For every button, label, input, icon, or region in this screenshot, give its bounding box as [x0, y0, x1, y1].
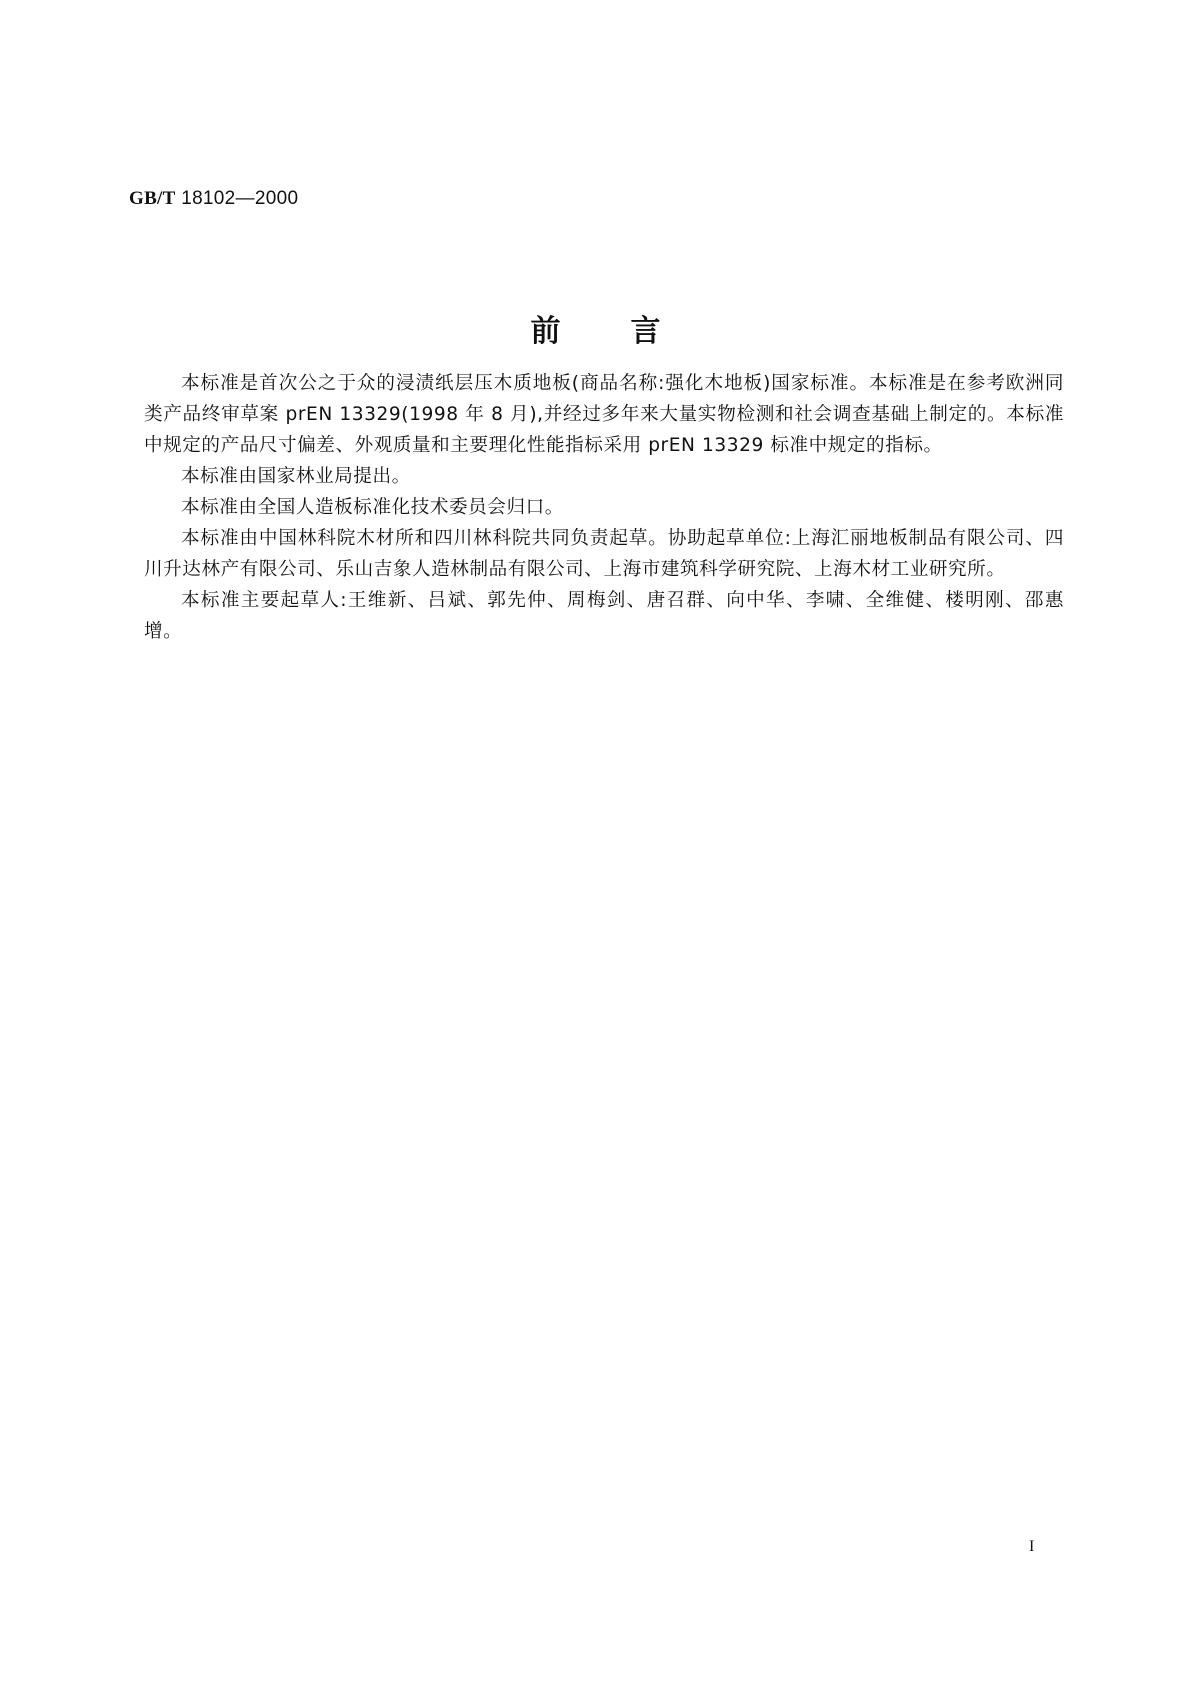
- standard-code: GB/T: [129, 188, 176, 209]
- standard-number: [129, 188, 298, 210]
- paragraph-proposer: 本标准由国家林业局提出。: [181, 466, 411, 487]
- page-title: 前言: [530, 314, 731, 349]
- standard-year: 18102—2000: [181, 188, 299, 209]
- page-number: I: [1029, 1538, 1035, 1555]
- paragraph-committee: 本标准由全国人造板标准化技术委员会归口。: [181, 497, 564, 518]
- foreword-body: [144, 368, 1064, 647]
- paragraph-drafting-units: 本标准由中国林科院木材所和四川林科院共同负责起草。协助起草单位:上海汇丽地板制品有限公司、四川升达林产有限公司、乐山吉象人造林制品有限公司、上海市建筑科学研究院、上海木材工业研究所。: [144, 528, 1064, 580]
- paragraph-intro: 本标准是首次公之于众的浸渍纸层压木质地板(商品名称:强化木地板)国家标准。本标准是在参考欧洲同类产品终审草案 prEN 13329(1998 年 8 月),并经过多年来大量实物检测和社会调查基础上制定的。本标准中规定的产品尺寸偏差、外观质量和主要理化性能指标采用 prEN 13329 标准中规定的指标。: [144, 373, 1064, 456]
- paragraph-drafters: 本标准主要起草人:王维新、吕斌、郭先仲、周梅剑、唐召群、向中华、李啸、全维健、楼明刚、邵惠增。: [144, 590, 1064, 642]
